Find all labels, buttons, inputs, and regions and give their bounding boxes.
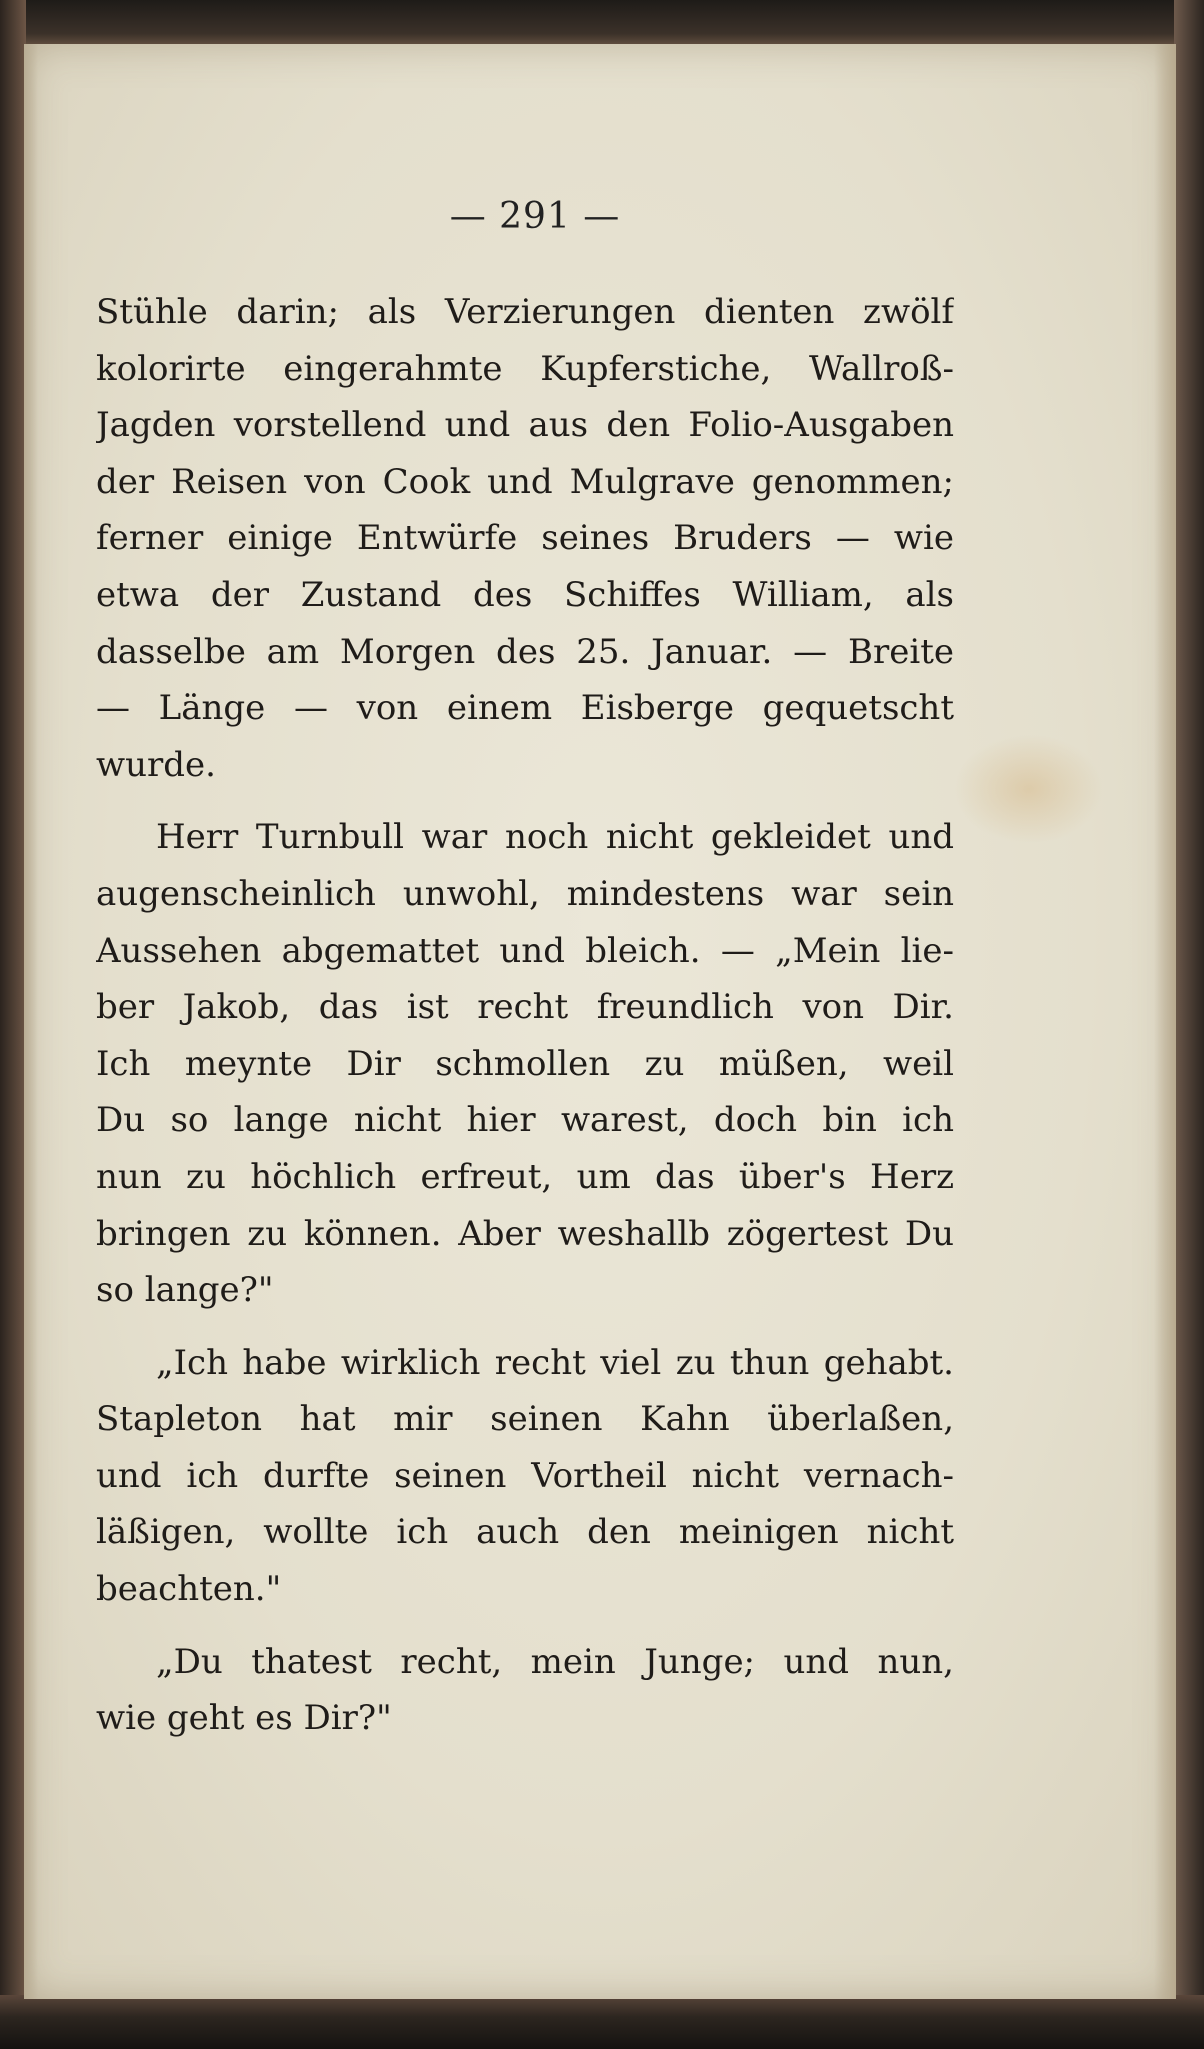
book-cover-left: [0, 0, 26, 2049]
paragraph: [96, 284, 954, 793]
text-line: Stapleton hat mir seinen Kahn überlaßen,: [96, 1399, 954, 1440]
text-line: Du so lange nicht hier warest, doch bin ich: [96, 1100, 954, 1141]
book-cover-bottom: [0, 1995, 1204, 2049]
text-line: wurde.: [96, 744, 216, 785]
paragraph-gap: [96, 1618, 954, 1634]
body-text: [96, 284, 954, 1747]
page-edge-shadow: [1154, 44, 1176, 1999]
text-line: dasselbe am Morgen des 25. Januar. — Breite: [96, 631, 954, 672]
text-line: Aussehen abgemattet und bleich. — „Mein lie-: [96, 930, 954, 971]
paragraph: [96, 1634, 954, 1747]
text-line: ber Jakob, das ist recht freundlich von Dir.: [96, 987, 954, 1028]
text-line: augenscheinlich unwohl, mindestens war sein: [96, 873, 954, 914]
text-line: Jagden vorstellend und aus den Folio-Ausgaben: [96, 405, 954, 446]
text-line: so lange?": [96, 1270, 274, 1311]
text-line: Stühle darin; als Verzierungen dienten zwölf: [96, 292, 954, 332]
text-line: ferner einige Entwürfe seines Bruders — wie: [96, 518, 954, 559]
text-line: und ich durfte seinen Vortheil nicht vernach-: [96, 1455, 954, 1496]
page-number: — 291 —: [449, 196, 621, 237]
text-line: „Du thatest recht, mein Junge; und nun,: [156, 1641, 954, 1682]
book-cover-right: [1174, 0, 1204, 2049]
text-line: — Länge — von einem Eisberge gequetscht: [96, 688, 954, 729]
text-line: bringen zu können. Aber weshallb zögertest Du: [96, 1213, 954, 1254]
text-line: Ich meynte Dir schmollen zu müßen, weil: [96, 1043, 954, 1084]
text-line: wie geht es Dir?": [96, 1698, 392, 1739]
text-line: nun zu höchlich erfreut, um das über's Herz: [96, 1156, 954, 1197]
page-gutter-shadow: [24, 44, 38, 1999]
text-line: „Ich habe wirklich recht viel zu thun gehabt.: [156, 1342, 954, 1383]
paragraph-gap: [96, 1319, 954, 1335]
paper-stain: [954, 734, 1104, 844]
book-cover-top: [0, 0, 1204, 48]
paragraph-gap: [96, 793, 954, 809]
text-line: der Reisen von Cook und Mulgrave genommen;: [96, 461, 954, 502]
paragraph: [96, 809, 954, 1318]
text-line: Herr Turnbull war noch nicht gekleidet und: [156, 817, 954, 858]
text-line: etwa der Zustand des Schiffes William, als: [96, 574, 954, 615]
text-line: beachten.": [96, 1569, 282, 1610]
text-line: läßigen, wollte ich auch den meinigen nicht: [96, 1512, 954, 1553]
text-line: kolorirte eingerahmte Kupferstiche, Wallroß-: [96, 348, 954, 389]
paragraph: [96, 1335, 954, 1618]
